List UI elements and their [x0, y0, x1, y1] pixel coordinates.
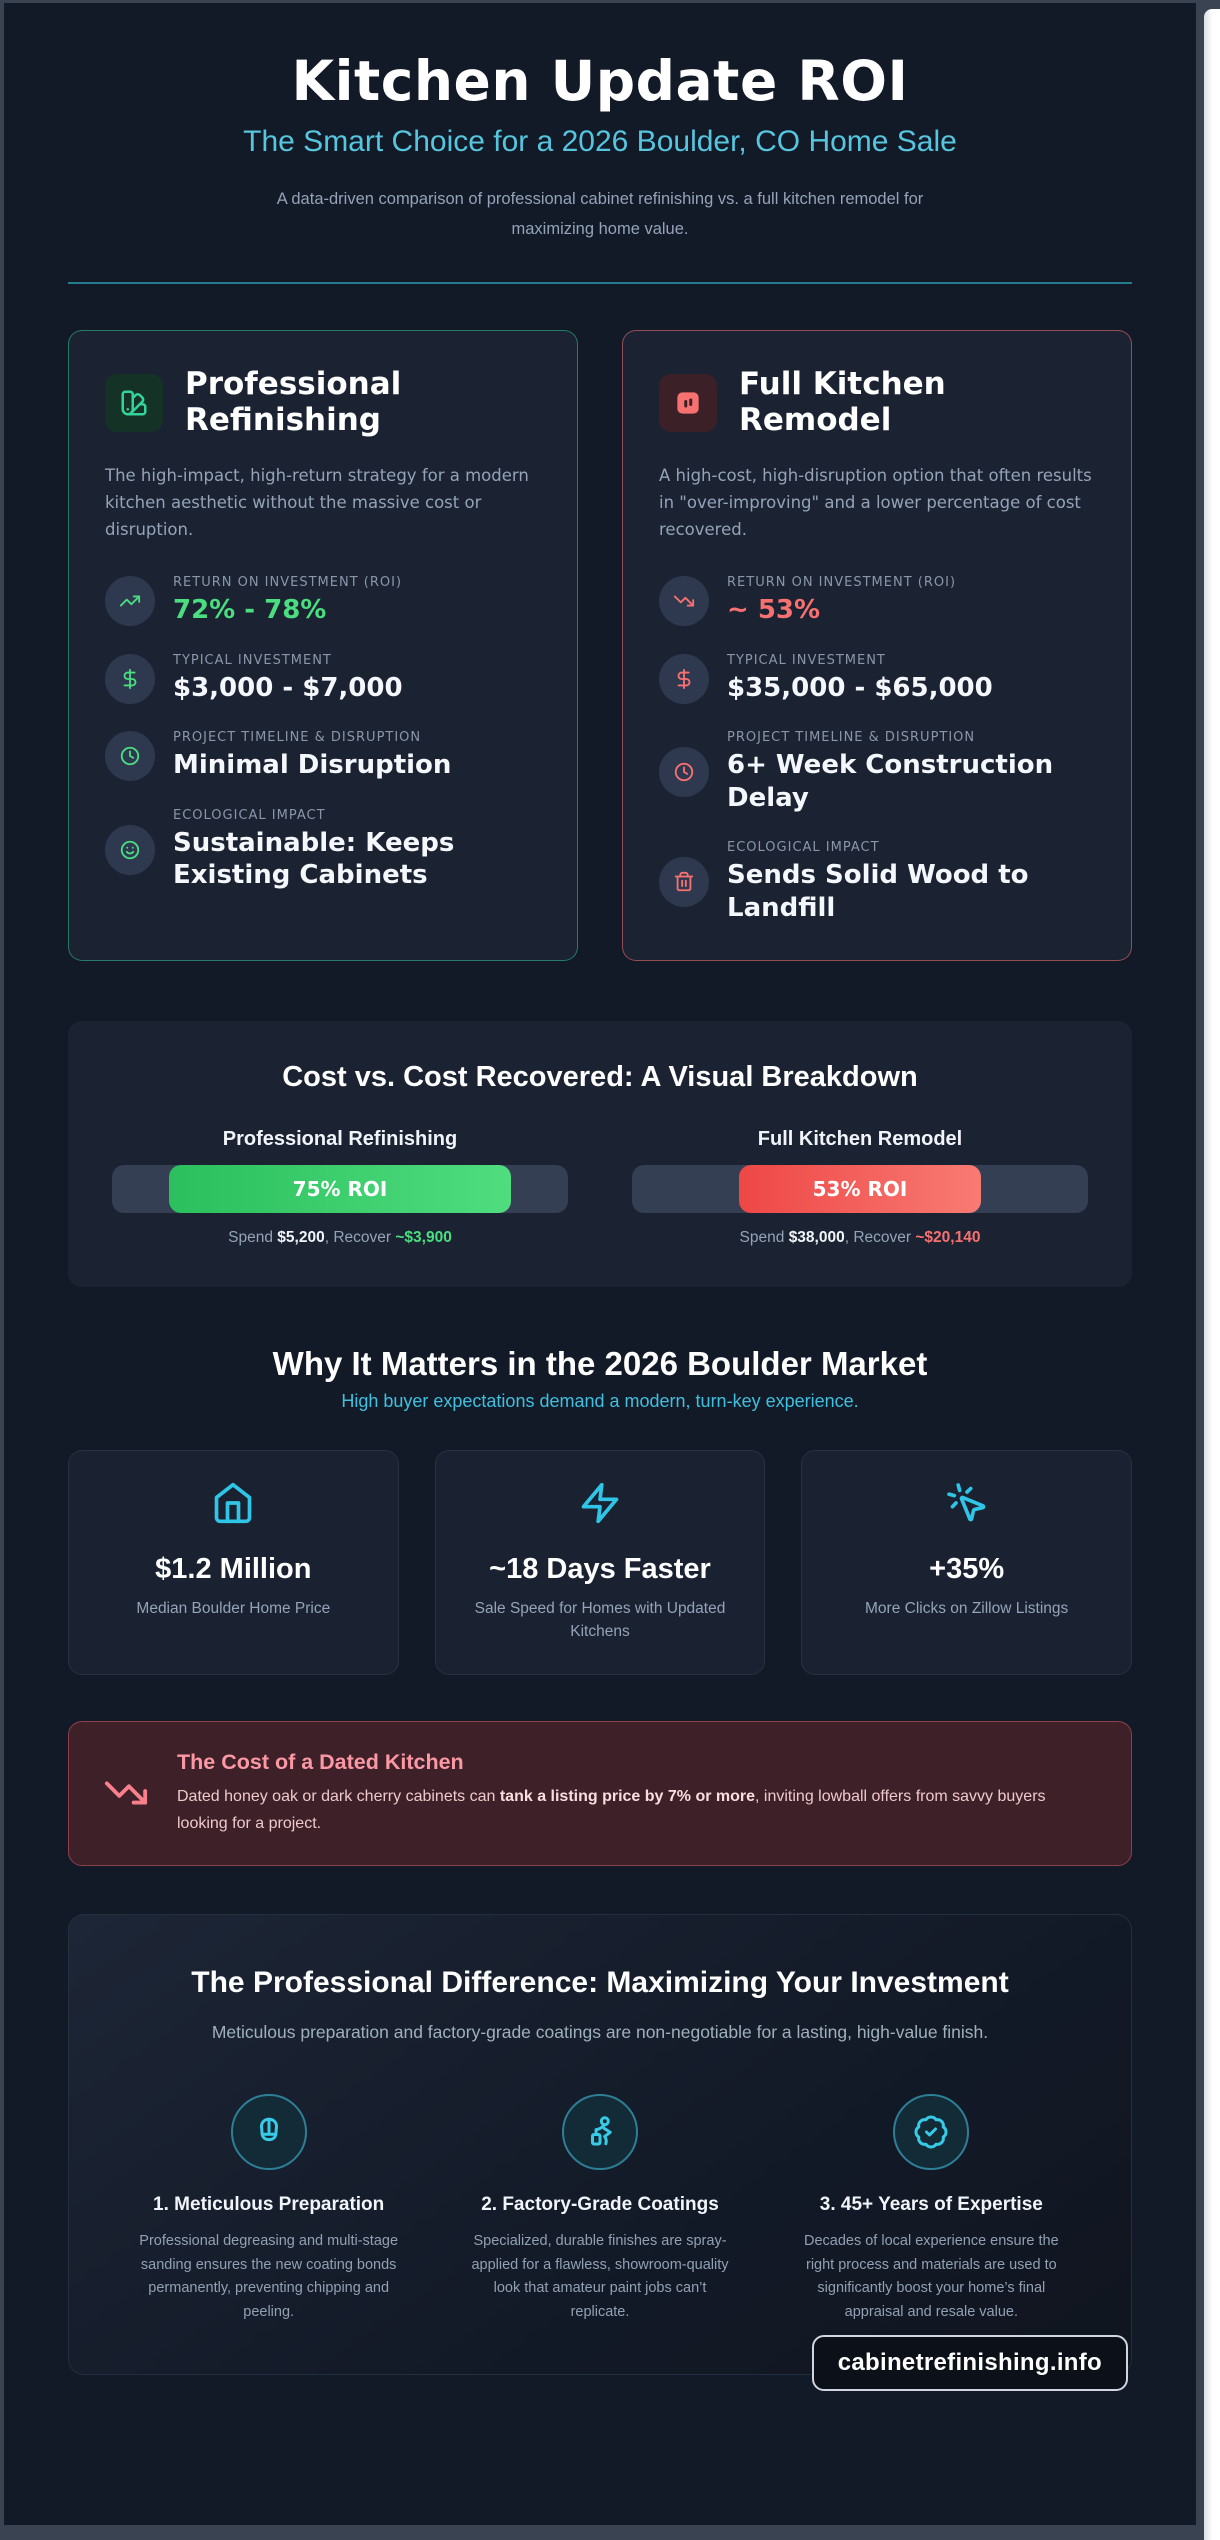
dated-kitchen-alert	[68, 1721, 1132, 1866]
roi-breakdown-section	[68, 1021, 1132, 1287]
badge-check-icon	[893, 2094, 969, 2170]
stat-timeline	[105, 730, 541, 782]
remodel-stats	[659, 575, 1095, 924]
step-title: 2. Factory-Grade Coatings	[481, 2193, 719, 2215]
alert-body: Dated honey oak or dark cherry cabinets can tank a listing price by 7% or more, inviting lowball offers from savvy buyers looking for a project.	[177, 1787, 1046, 1832]
clock-icon	[105, 731, 155, 781]
stat-label: ECOLOGICAL IMPACT	[173, 807, 326, 823]
roi-bar-label: 53% ROI	[812, 1177, 908, 1202]
stat-label: RETURN ON INVESTMENT (ROI)	[727, 575, 957, 591]
stat-label: TYPICAL INVESTMENT	[727, 652, 886, 668]
clock-icon	[659, 747, 709, 797]
professional-difference-section	[68, 1914, 1132, 2375]
stat-investment	[105, 653, 541, 705]
step-body: Specialized, durable finishes are spray-applied for a flawless, showroom-quality look that amateur paint jobs can’t replicate.	[471, 2233, 729, 2320]
stat-label: RETURN ON INVESTMENT (ROI)	[173, 575, 403, 591]
market-section	[68, 1345, 1132, 1674]
swatchbook-icon	[105, 374, 163, 432]
refinishing-card	[68, 330, 578, 961]
page-title: Kitchen Update ROI	[291, 49, 909, 113]
roi-bar-label: 75% ROI	[292, 1177, 388, 1202]
scrollbar[interactable]	[1204, 9, 1220, 2540]
refinishing-roi-column	[112, 1128, 568, 1247]
step-expertise	[788, 2094, 1075, 2325]
remodel-card-description: A high-cost, high-disruption option that often results in "over-improving" and a lower percentage of cost recovered.	[659, 466, 1092, 539]
market-stat-caption: More Clicks on Zillow Listings	[865, 1600, 1069, 1618]
market-stat-value: +35%	[929, 1553, 1005, 1586]
stat-investment	[659, 653, 1095, 705]
refinishing-card-header	[105, 367, 541, 439]
stat-label: PROJECT TIMELINE & DISRUPTION	[727, 730, 976, 746]
stat-ecology	[105, 808, 541, 892]
step-body: Professional degreasing and multi-stage sanding ensures the new coating bonds permanently, preventing chipping and peeling.	[139, 2233, 399, 2320]
stat-value: $35,000 - $65,000	[727, 672, 993, 703]
market-stat-zillow-clicks	[801, 1450, 1132, 1674]
comparison-section	[68, 330, 1132, 961]
remodel-roi-bar-fill	[739, 1165, 981, 1213]
infographic-sheet	[4, 3, 1196, 2525]
difference-subtitle: Meticulous preparation and factory-grade coatings are non-negotiable for a lasting, high-value finish.	[211, 2021, 989, 2042]
pause-square-icon	[659, 374, 717, 432]
dollar-icon	[105, 654, 155, 704]
remodel-roi-column	[632, 1128, 1088, 1247]
alert-title: The Cost of a Dated Kitchen	[177, 1749, 464, 1774]
hero-description: A data-driven comparison of professional cabinet refinishing vs. a full kitchen remodel for maximizing home value.	[276, 190, 924, 238]
stat-label: ECOLOGICAL IMPACT	[727, 840, 880, 856]
difference-title: The Professional Difference: Maximizing Your Investment	[191, 1966, 1009, 2000]
remodel-card-title: Full Kitchen Remodel	[739, 366, 946, 439]
stat-value: 6+ Week Construction Delay	[727, 750, 1054, 813]
stat-value: $3,000 - $7,000	[173, 672, 403, 703]
stat-roi	[659, 575, 1095, 627]
stat-label: PROJECT TIMELINE & DISRUPTION	[173, 730, 422, 746]
refinishing-spend-line: Spend $5,200, Recover ~$3,900	[228, 1229, 452, 1247]
stat-value: Sends Solid Wood to Landfill	[727, 860, 1029, 923]
refinishing-card-description: The high-impact, high-return strategy for a modern kitchen aesthetic without the massive cost or disruption.	[105, 466, 529, 539]
zap-icon	[578, 1481, 622, 1525]
refinishing-roi-bar-fill	[169, 1165, 511, 1213]
market-subtitle: High buyer expectations demand a modern, turn-key experience.	[341, 1391, 859, 1412]
roi-breakdown-title: Cost vs. Cost Recovered: A Visual Breakdown	[282, 1061, 918, 1094]
dollar-icon	[659, 654, 709, 704]
smile-icon	[105, 825, 155, 875]
step-title: 3. 45+ Years of Expertise	[819, 2193, 1043, 2215]
remodel-roi-bar-track	[632, 1165, 1088, 1213]
spray-person-icon	[562, 2094, 638, 2170]
market-stat-home-price	[68, 1450, 399, 1674]
refinishing-stats	[105, 575, 541, 892]
market-stat-value: ~18 Days Faster	[489, 1553, 711, 1586]
refinishing-card-title: Professional Refinishing	[185, 366, 402, 439]
trending-up-icon	[105, 576, 155, 626]
market-title: Why It Matters in the 2026 Boulder Market	[272, 1345, 928, 1383]
stat-roi	[105, 575, 541, 627]
trash-icon	[659, 857, 709, 907]
market-stat-value: $1.2 Million	[155, 1553, 312, 1586]
refinishing-roi-bar-track	[112, 1165, 568, 1213]
home-icon	[211, 1481, 255, 1525]
market-stat-caption: Median Boulder Home Price	[136, 1600, 331, 1618]
stat-value: 72% - 78%	[173, 595, 327, 626]
hero-divider	[68, 282, 1132, 284]
step-preparation	[125, 2094, 412, 2325]
stat-value: ~ 53%	[727, 595, 821, 626]
step-title: 1. Meticulous Preparation	[153, 2193, 385, 2215]
remodel-card-header	[659, 367, 1095, 439]
trending-down-icon	[103, 1770, 149, 1816]
prep-brush-icon	[231, 2094, 307, 2170]
step-body: Decades of local experience ensure the right process and materials are used to significantly boost your home’s final appraisal and resale value.	[803, 2233, 1059, 2320]
stat-value: Sustainable: Keeps Existing Cabinets	[173, 827, 455, 891]
trending-down-icon	[659, 576, 709, 626]
roi-column-label: Full Kitchen Remodel	[757, 1128, 963, 1151]
roi-column-label: Professional Refinishing	[222, 1128, 458, 1151]
stat-timeline	[659, 730, 1095, 814]
site-badge[interactable]: cabinetrefinishing.info	[812, 2335, 1128, 2391]
remodel-card	[622, 330, 1132, 961]
remodel-spend-line: Spend $38,000, Recover ~$20,140	[739, 1229, 981, 1247]
cursor-click-icon	[945, 1481, 989, 1525]
footer	[68, 2335, 1132, 2391]
step-coatings	[456, 2094, 743, 2325]
stat-ecology	[659, 840, 1095, 924]
stat-label: TYPICAL INVESTMENT	[173, 652, 332, 668]
hero-subtitle: The Smart Choice for a 2026 Boulder, CO Home Sale	[243, 125, 957, 158]
hero-section	[68, 3, 1132, 284]
market-stat-caption: Sale Speed for Homes with Updated Kitchens	[474, 1600, 726, 1641]
market-stat-sale-speed	[435, 1450, 766, 1674]
stat-value: Minimal Disruption	[173, 750, 452, 781]
